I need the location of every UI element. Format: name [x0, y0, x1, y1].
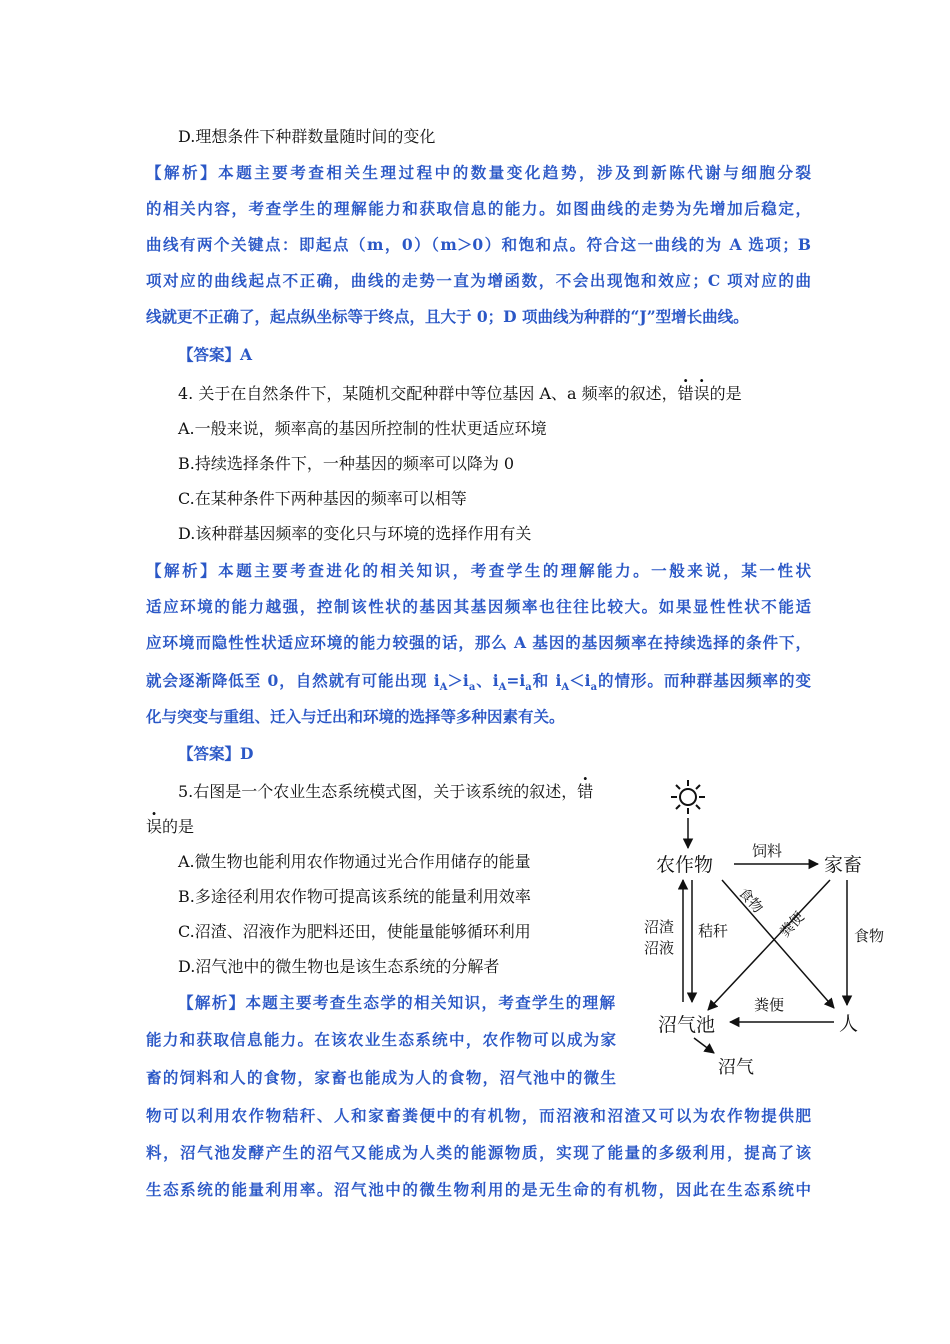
q5-option-d: D.沼气池中的微生物也是该生态系统的分解者 — [178, 957, 500, 976]
q4-option-b: B.持续选择条件下，一种基因的频率可以降为 0 — [178, 454, 515, 473]
q3-analysis-line-5: 线就更不正确了，起点纵坐标等于终点，且大于 0；D 项曲线为种群的“J”型增长曲线。 — [146, 307, 749, 326]
q5-analysis-line-1: 【解析】本题主要考查生态学的相关知识，考查学生的理解 — [178, 993, 615, 1012]
label-straw: 秸秆 — [698, 922, 729, 940]
q4-sub-A-3: A — [561, 682, 570, 694]
q5-analysis-line-2: 能力和获取信息能力。在该农业生态系统中，农作物可以成为家 — [146, 1030, 616, 1049]
node-livestock: 家畜 — [824, 854, 863, 876]
node-human: 人 — [839, 1013, 859, 1035]
q5-analysis-line-4: 物可以利用农作物秸秆、人和家畜粪便中的有机物，而沼液和沼渣又可以为农作物提供肥 — [146, 1106, 811, 1125]
q4-analysis-line-2: 适应环境的能力越强，控制该性状的基因其基因频率也往往比较大。如果显性性状不能适 — [146, 597, 811, 616]
q4-stem-prefix: 4. 关于在自然条件下，某随机交配种群中等位基因 A、a 频率的叙述， — [178, 384, 678, 403]
label-residue: 沼渣 — [644, 918, 675, 936]
q5-stem-prefix: 5.右图是一个农业生态系统模式图，关于该系统的叙述， — [178, 782, 578, 801]
q4-stem-suffix: 的是 — [709, 384, 742, 403]
q4-emphasis-1: 错 — [677, 384, 694, 403]
q5-option-c: C.沼渣、沼液作为肥料还田，使能量能够循环利用 — [178, 922, 531, 941]
label-food-diag: 食物 — [735, 884, 766, 917]
q4-sub-a-3: a — [590, 682, 598, 694]
q5-emphasis-2: 误 — [146, 817, 163, 836]
q4-gt: ＞i — [447, 671, 469, 690]
q5-stem-suffix: 的是 — [162, 817, 195, 836]
q4-and: 和 i — [531, 671, 562, 690]
q4-option-c: C.在某种条件下两种基因的频率可以相等 — [178, 489, 467, 508]
q3-analysis-line-3: 曲线有两个关键点：即起点（m，0）（m＞0）和饱和点。符合这一曲线的为 A 选项；B — [146, 235, 811, 254]
sun-icon — [671, 780, 705, 814]
q4-lt: ＜i — [569, 671, 591, 690]
q3-option-d: D.理想条件下种群数量随时间的变化 — [178, 127, 436, 146]
node-biogas: 沼气 — [718, 1057, 754, 1078]
q4-answer: 【答案】D — [178, 744, 254, 763]
label-food-right: 食物 — [854, 927, 885, 945]
q4-sep: 、i — [475, 671, 499, 690]
q4-emphasis-2: 误 — [693, 384, 710, 403]
label-liquid: 沼液 — [644, 939, 675, 957]
node-crops: 农作物 — [656, 854, 714, 876]
q4-l4-end: 的情形。而种群基因频率的变 — [597, 671, 811, 690]
label-feed: 饲料 — [752, 842, 783, 860]
q3-answer: 【答案】A — [178, 345, 253, 364]
q4-sub-a-2: a — [525, 682, 532, 694]
ecosystem-diagram — [636, 770, 906, 1090]
q5-emphasis-1: 错 — [577, 782, 594, 801]
q5-analysis-line-3: 畜的饲料和人的食物，家畜也能成为人的食物，沼气池中的微生 — [146, 1068, 616, 1087]
q4-l4-text: 就会逐渐降低至 0，自然就有可能出现 i — [146, 671, 440, 690]
q4-analysis-line-1: 【解析】本题主要考查进化的相关知识，考查学生的理解能力。一般来说，某一性状 — [146, 561, 811, 580]
q4-analysis-line-4 — [146, 671, 811, 694]
q4-option-d: D.该种群基因频率的变化只与环境的选择作用有关 — [178, 524, 532, 543]
q3-analysis-line-4: 项对应的曲线起点不正确，曲线的走势一直为增函数，不会出现饱和效应；C 项对应的曲 — [146, 271, 811, 290]
q4-sub-a-1: a — [468, 682, 476, 694]
node-digester: 沼气池 — [658, 1014, 716, 1036]
q4-eq: =i — [506, 671, 526, 690]
q5-option-a: A.微生物也能利用农作物通过光合作用储存的能量 — [178, 852, 531, 871]
q5-stem-line-1 — [178, 782, 618, 802]
q4-analysis-line-5: 化与突变与重组、迁入与迁出和环境的选择等多种因素有关。 — [146, 707, 565, 726]
q3-analysis-line-1: 【解析】本题主要考查相关生理过程中的数量变化趋势，涉及到新陈代谢与细胞分裂 — [146, 163, 811, 182]
q4-sub-A-2: A — [498, 682, 507, 694]
arrow-livestock-digester — [708, 880, 830, 1010]
label-manure-diag: 粪便 — [777, 909, 808, 941]
q4-analysis-line-3: 应环境而隐性性状适应环境的能力较强的话，那么 A 基因的基因频率在持续选择的条件下， — [146, 633, 811, 652]
q5-analysis-line-6: 生态系统的能量利用率。沼气池中的微生物利用的是无生命的有机物，因此在生态系统中 — [146, 1180, 811, 1199]
q4-option-a: A.一般来说，频率高的基因所控制的性状更适应环境 — [178, 419, 547, 438]
label-manure-bottom: 粪便 — [754, 996, 785, 1014]
q4-sub-A-1: A — [439, 682, 448, 694]
q5-option-b: B.多途径利用农作物可提高该系统的能量利用效率 — [178, 887, 531, 906]
q4-stem — [178, 384, 742, 404]
q5-stem-line-2 — [146, 817, 194, 837]
arrow-digester-biogas — [694, 1038, 714, 1053]
q3-analysis-line-2: 的相关内容，考查学生的理解能力和获取信息的能力。如图曲线的走势为先增加后稳定， — [146, 199, 811, 218]
q5-analysis-line-5: 料，沼气池发酵产生的沼气又能成为人类的能源物质，实现了能量的多级利用，提高了该 — [146, 1143, 811, 1162]
